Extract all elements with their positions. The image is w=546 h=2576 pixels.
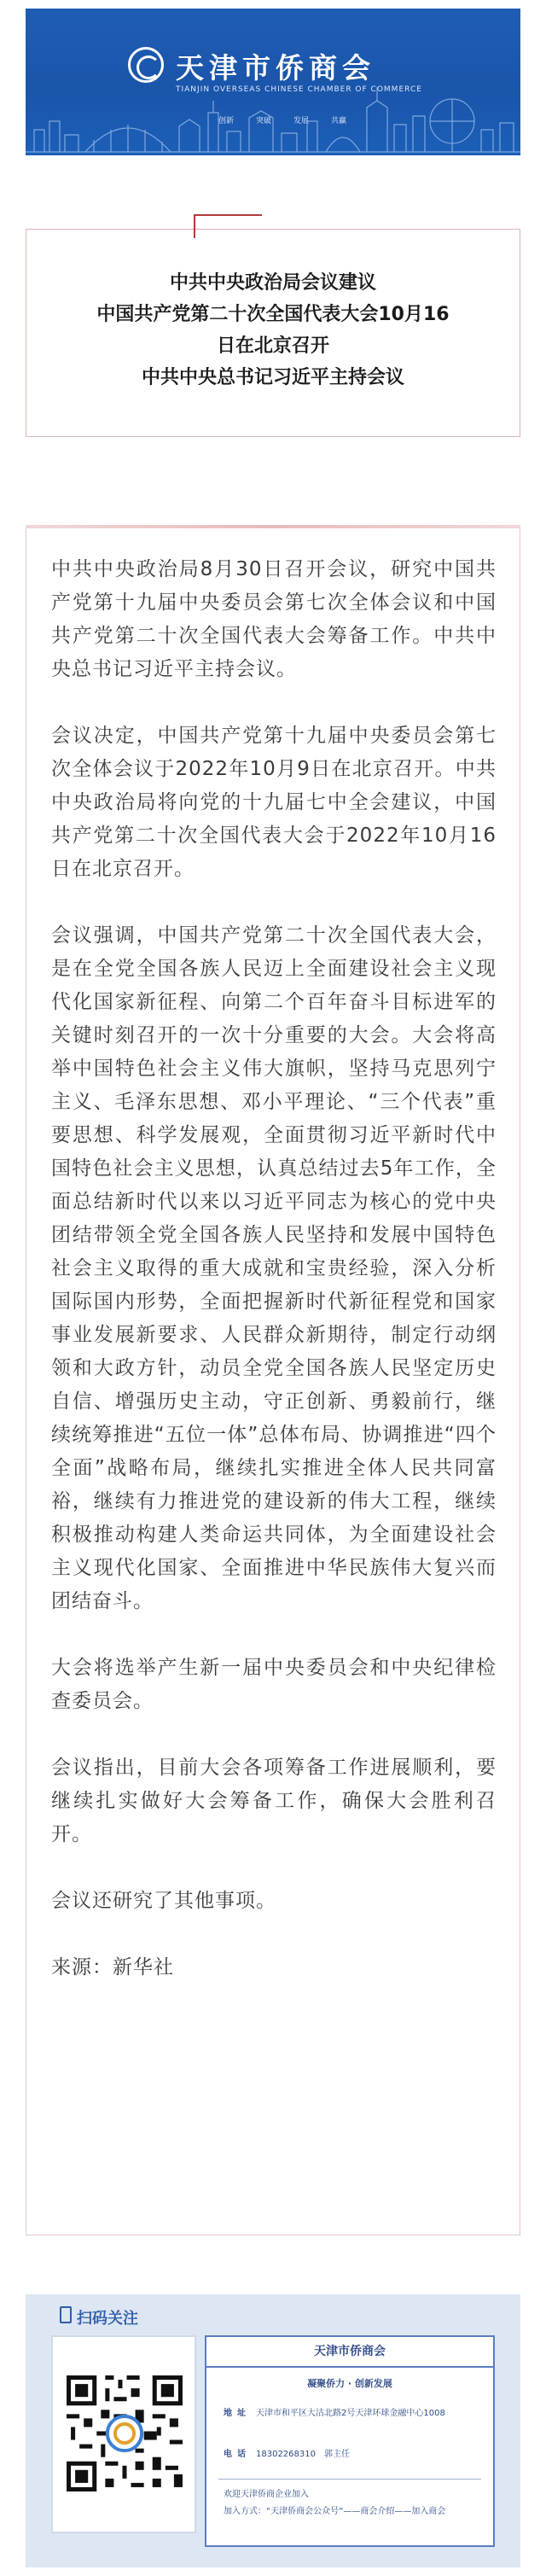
address-row [224,2405,478,2422]
article-paragraph: 会议决定，中国共产党第十九届中央委员会第七次全体会议于2022年10月9日在北京召开。中共中央政治局将向党的十九届七中全会建议，中国共产党第二十次全国代表大会于2022年10月16日在北京召开。 [51,725,497,880]
welcome-text: 欢迎天津侨商企业加入 [224,2490,309,2499]
decorative-corner-line [194,214,195,238]
headline-line: 中共中央总书记习近平主持会议 [141,367,404,388]
article-paragraph: 中共中央政治局8月30日召开会议，研究中国共产党第十九届中央委员会第七次全体会议和中国共产党第二十次全国代表大会筹备工作。中共中央总书记习近平主持会议。 [51,558,497,680]
phone-label: 电话 [224,2450,251,2459]
article-source: 来源：新华社 [51,1956,174,1979]
header-banner [26,9,520,155]
headline-line: 日在北京召开 [216,335,329,357]
phone-value: 18302268310 郭主任 [256,2450,350,2459]
org-name: 天津市侨商会 [206,2337,493,2368]
qr-code-frame [51,2335,196,2533]
article-top-border [26,525,520,528]
article-body [51,553,497,1984]
headline-line: 中共中央政治局会议建议 [169,272,376,294]
article-paragraph: 会议指出，目前大会各项筹备工作进展顺利，要继续扎实做好大会筹备工作，确保大会胜利召开。 [51,1757,497,1845]
chamber-info-card [205,2335,495,2547]
join-method-text: 加入方式：“天津侨商会公众号”——商会介绍——加入商会 [224,2507,446,2516]
scan-follow-label: 扫码关注 [77,2310,138,2328]
info-divider [218,2479,481,2480]
headline-title [44,267,502,393]
phone-row [224,2446,478,2463]
address-label: 地址 [224,2409,251,2418]
banner-tag: 发展 [293,117,310,125]
qr-code-icon[interactable] [62,2371,187,2496]
article-card [26,525,520,2235]
banner-title: 天津市侨商会 [176,51,375,85]
banner-tag: 突破 [256,117,272,125]
address-value: 天津市和平区大沽北路2号天津环球金融中心1008 [256,2409,445,2418]
banner-tag: 共赢 [331,117,347,125]
phone-scan-icon [60,2306,72,2323]
org-slogan: 凝聚侨力 · 创新发展 [307,2378,392,2389]
article-paragraph: 会议还研究了其他事项。 [51,1890,276,1912]
footer-follow-section [26,2294,520,2567]
banner-tag: 创新 [218,117,235,125]
article-paragraph: 大会将选举产生新一届中央委员会和中央纪律检查委员会。 [51,1657,497,1712]
banner-subtitle: TIANJIN OVERSEAS CHINESE CHAMBER OF COMMERCE [176,85,422,94]
headline-card [26,229,520,437]
article-paragraph: 会议强调，中国共产党第二十次全国代表大会，是在全党全国各族人民迈上全面建设社会主义现代化国家新征程、向第二个百年奋斗目标进军的关键时刻召开的一次十分重要的大会。大会将高举中国特色社会主义伟大旗帜，坚持马克思列宁主义、毛泽东思想、邓小平理论、“三个代表”重要思想、科学发展观，全面贯彻习近平新时代中国特色社会主义思想，认真总结过去5年工作，全面总结新时代以来以习近平同志为核心的党中央团结带领全党全国各族人民坚持和发展中国特色社会主义取得的重大成就和宝贵经验，深入分析国际国内形势，全面把握新时代新征程党和国家事业发展新要求、人民群众新期待，制定行动纲领和大政方针，动员全党全国各族人民坚定历史自信、增强历史主动，守正创新、勇毅前行，继续统筹推进“五位一体”总体布局、协调推进“四个全面”战略布局，继续扎实推进全体人民共同富裕，继续有力推进党的建设新的伟大工程，继续积极推动构建人类命运共同体，为全面建设社会主义现代化国家、全面推进中华民族伟大复兴而团结奋斗。 [51,924,497,1612]
decorative-corner-line [194,214,262,216]
headline-line: 中国共产党第二十次全国代表大会10月16 [96,304,450,325]
city-skyline-illustration [26,70,520,155]
